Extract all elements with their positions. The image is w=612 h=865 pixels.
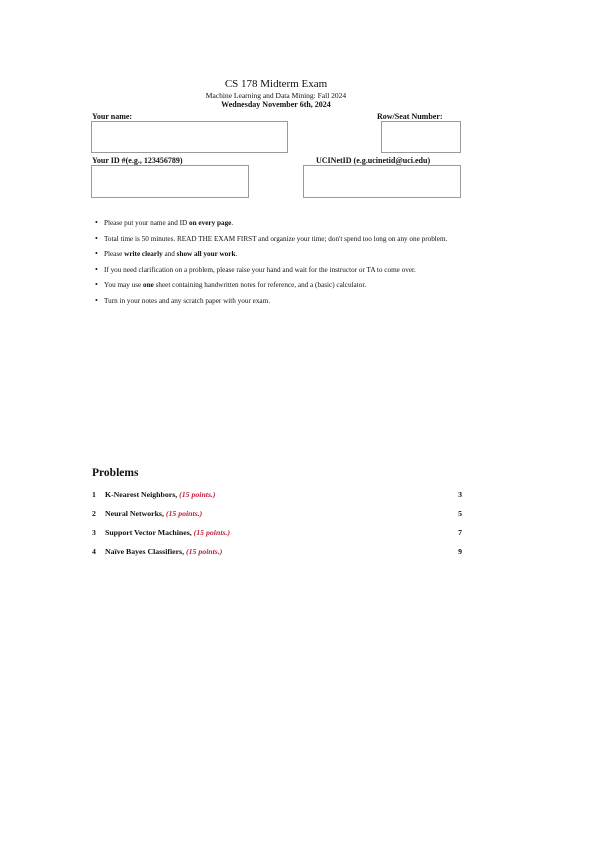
instruction-item: • Turn in your notes and any scratch paper with your exam. [104,296,464,306]
problem-points: (15 points.) [193,528,231,537]
problems-heading: Problems [92,467,139,479]
problem-title: Neural Networks, (15 points.) [105,509,203,518]
netid-field[interactable] [303,165,461,198]
problem-title: K-Nearest Neighbors, (15 points.) [105,490,216,499]
problem-page: 3 [458,490,462,499]
instruction-item: • Please write clearly and show all your work. [104,249,464,259]
seat-field[interactable] [381,121,461,153]
instructions-list [104,218,464,311]
problem-points: (15 points.) [186,547,223,556]
problem-number: 4 [92,547,96,556]
name-label: Your name: [92,112,133,121]
problem-number: 1 [92,490,96,499]
id-label: Your ID #(e.g., 123456789) [92,156,183,165]
instruction-item: • You may use one sheet containing handwritten notes for reference, and a (basic) calculator. [104,280,464,290]
exam-title: CS 178 Midterm Exam [224,78,328,90]
problem-page: 9 [458,547,462,556]
netid-label: UCINetID (e.g.ucinetid@uci.edu) [316,156,431,165]
problem-page: 7 [458,528,462,537]
course-subtitle: Machine Learning and Data Mining: Fall 2024 [205,91,347,100]
problem-number: 3 [92,528,96,537]
problem-points: (15 points.) [165,509,203,518]
problem-entry[interactable] [92,547,462,558]
instruction-item: • Total time is 50 minutes. READ THE EXAM FIRST and organize your time; don't spend too long on any one problem. [104,234,464,244]
seat-label: Row/Seat Number: [377,112,443,121]
problem-page: 5 [458,509,462,518]
instruction-item: • Please put your name and ID on every page. [104,218,464,228]
problem-title: Support Vector Machines, (15 points.) [105,528,231,537]
id-field[interactable] [91,165,249,198]
problem-title: Naïve Bayes Classifiers, (15 points.) [105,547,223,556]
instruction-item: • If you need clarification on a problem, please raise your hand and wait for the instructor or TA to come over. [104,265,464,275]
problem-entry[interactable] [92,509,462,520]
problem-points: (15 points.) [179,490,216,499]
exam-date: Wednesday November 6th, 2024 [221,100,331,109]
problem-entry[interactable] [92,490,462,501]
problem-number: 2 [92,509,96,518]
name-field[interactable] [91,121,288,153]
problem-entry[interactable] [92,528,462,539]
